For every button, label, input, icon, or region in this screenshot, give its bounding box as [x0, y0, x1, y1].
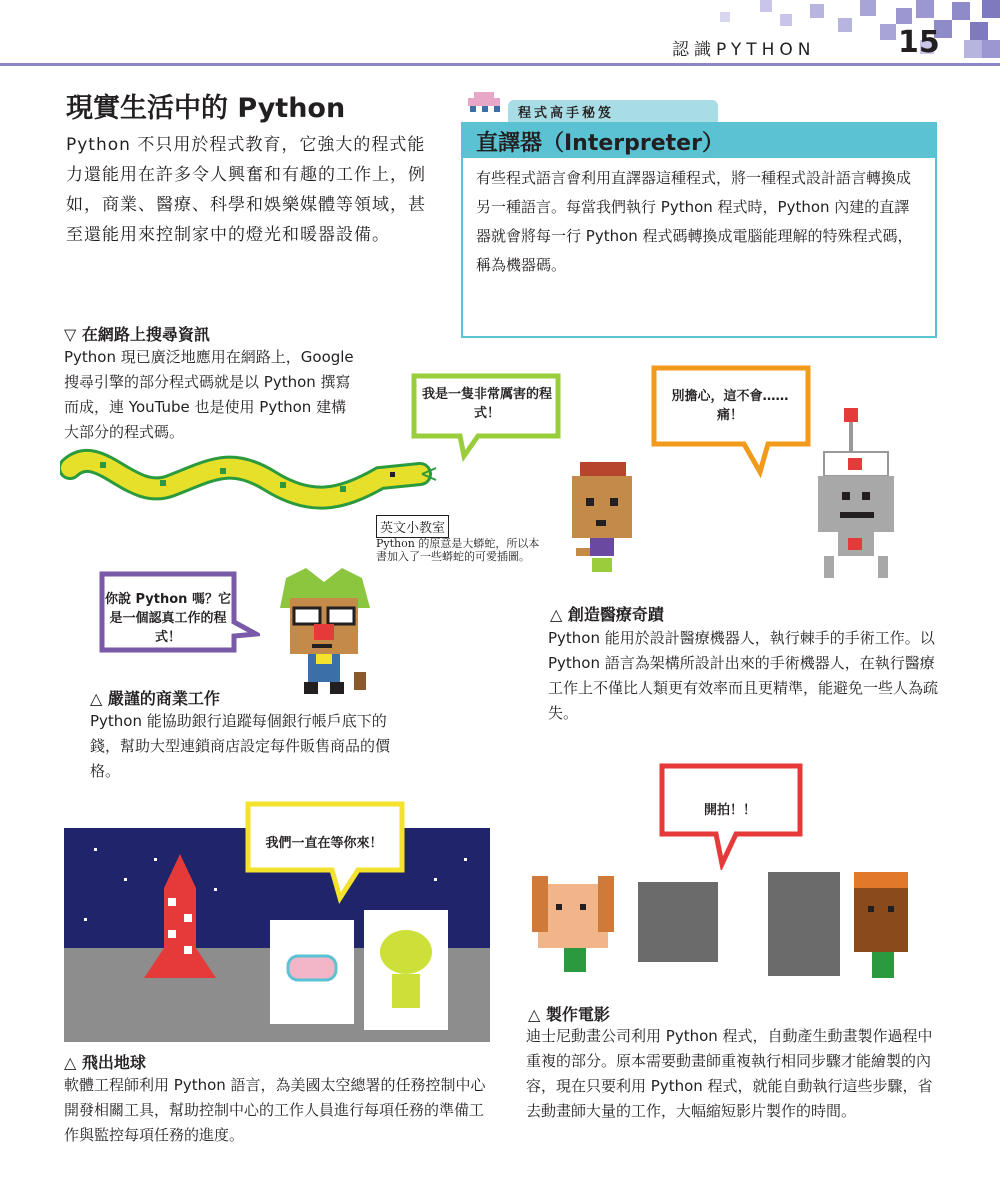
- business-speech-bubble: 你說 Python 嗎？它是一個認真工作的程式！: [105, 591, 231, 645]
- business-section-body: Python 能協助銀行追蹤每個銀行帳戶底下的錢，幫助大型連鎖商店設定每件販售商品的價格。: [90, 712, 391, 780]
- medical-section-body: Python 能用於設計醫療機器人，執行棘手的手術工作。以 Python 語言為架構所設計出來的手術機器人，在執行醫療工作上不僅比人類更有效率而且更精準，能避免一些人為疏失。: [548, 629, 939, 722]
- english-corner-label: 英文小教室: [376, 515, 449, 538]
- tip-title: 直譯器（Interpreter）: [476, 131, 724, 156]
- tip-body: 有些程式語言會利用直譯器這種程式，將一種程式設計語言轉換成另一種語言。每當我們執行 Python 程式時，Python 內建的直譯器就會將每一行 Python 程式碼轉換成電腦能理解的特殊程式碼，稱為機器碼。: [476, 169, 913, 274]
- snake-speech-bubble: 我是一隻非常厲害的程式！: [421, 387, 552, 421]
- header-divider: [0, 63, 1000, 66]
- movie-speech-bubble: 開拍！！: [703, 802, 756, 818]
- web-section-body: Python 現已廣泛地應用在網路上，Google 搜尋引擎的部分程式碼就是以 Python 撰寫而成，連 YouTube 也是使用 Python 建構大部分的程式碼。: [64, 348, 354, 441]
- web-section-title: ▽ 在網路上搜尋資訊: [64, 325, 210, 344]
- space-section-title: △ 飛出地球: [64, 1053, 146, 1072]
- pixel-snake-illustration: [60, 446, 440, 516]
- robot-speech-bubble: 別擔心，這不會……痛！: [671, 389, 789, 423]
- intro-paragraph: Python 不只用於程式教育，它強大的程式能力還能用在許多令人興奮和有趣的工作上，例如，商業、醫療、科學和娛樂媒體等領域，甚至還能用來控制家中的燈光和暖器設備。: [66, 135, 426, 245]
- page-number: 15: [898, 25, 940, 60]
- business-section-title: △ 嚴謹的商業工作: [90, 689, 220, 708]
- space-speech-bubble: 我們一直在等你來！: [265, 835, 383, 851]
- medical-section-title: △ 創造醫療奇蹟: [550, 605, 664, 624]
- tip-tab-label: 程式高手秘笈: [518, 106, 615, 121]
- pixel-medical-robot-illustration: [814, 408, 898, 582]
- chapter-title: 認識PYTHON: [672, 40, 816, 60]
- english-corner-note: Python 的原意是大蟒蛇，所以本書加入了一些蟒蛇的可愛插圖。: [376, 537, 540, 563]
- pixel-ufo-icon: [462, 92, 506, 114]
- movie-section-body: 迪士尼動畫公司利用 Python 程式，自動產生動畫製作過程中重複的部分。原本需要動畫師重複執行相同步驟才能繪製的內容，現在只要利用 Python 程式，就能自動執行這些步驟，省去動畫師大量的工作，大幅縮短影片製作的時間。: [526, 1027, 933, 1120]
- space-section-body: 軟體工程師利用 Python 語言，為美國太空總署的任務控制中心開發相關工具，幫助控制中心的工作人員進行每項任務的準備工作與監控每項任務的進度。: [64, 1076, 486, 1144]
- pixel-clown-illustration: [276, 568, 372, 698]
- pixel-doctor-illustration: [566, 462, 640, 582]
- movie-section-title: △ 製作電影: [528, 1005, 610, 1024]
- pixel-movie-crew-illustration: [528, 862, 918, 986]
- page-title: 現實生活中的 Python: [66, 93, 346, 124]
